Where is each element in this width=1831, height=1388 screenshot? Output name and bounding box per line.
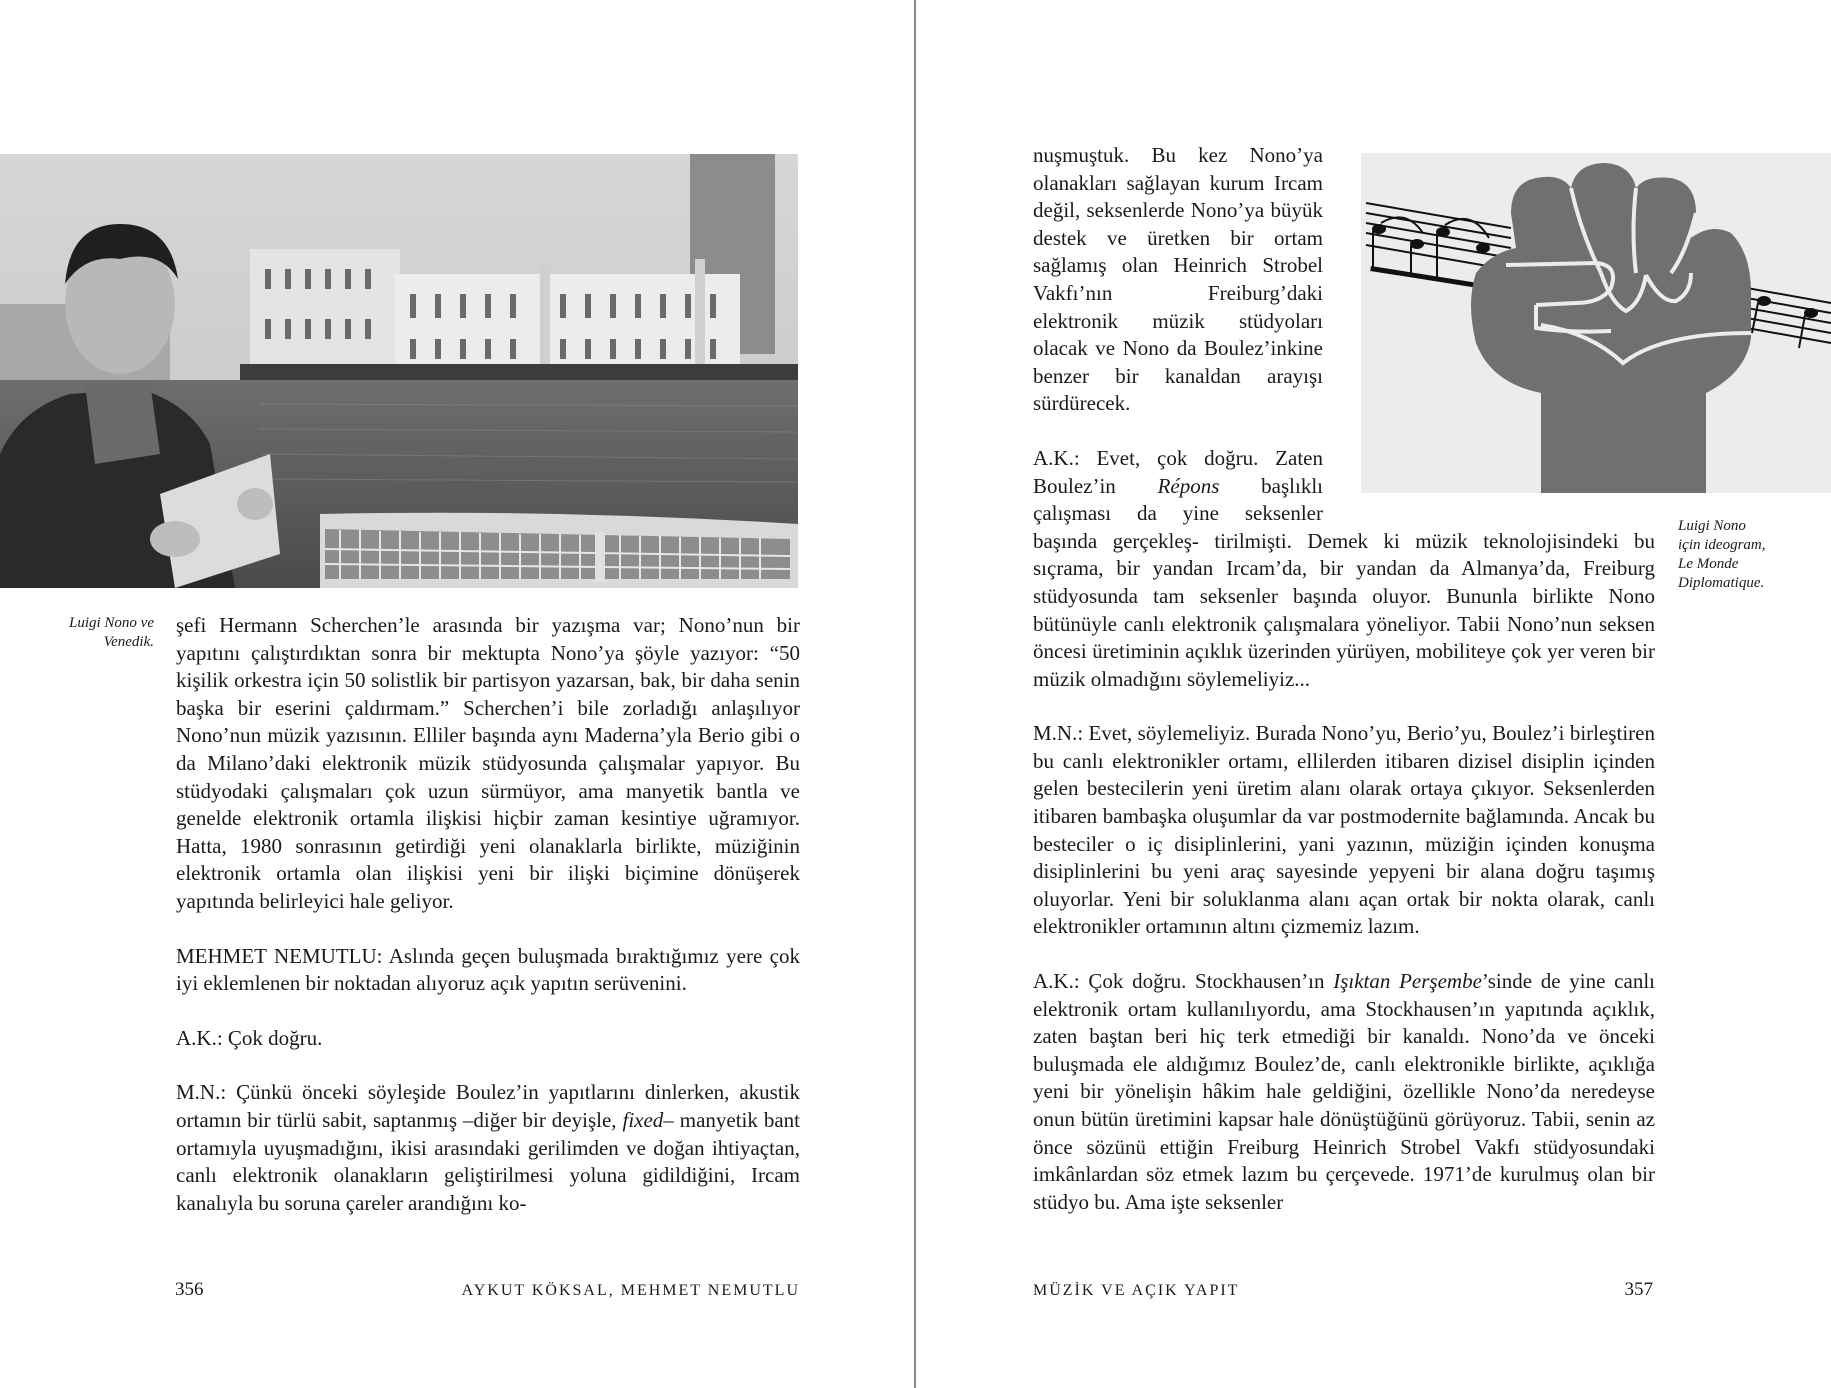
text-run: – manyetik bant ortamıyla uyuşmadığını, ikisi arasındaki gerilimden ve doğan ihtiyaçtan, canlı elektronik olanakların geliştirilmesi yoluna gidildiğini, Ircam kanalıyla bu soruna çareler arandığını ko- (176, 1107, 800, 1215)
right-page-body (1033, 142, 1655, 1216)
illustration-space-reserve (1337, 142, 1655, 502)
text-run: ’sinde de yine canlı elektronik ortam kullanılıyordu, ama Stockhausen’ın yapıtında açıklık, zaten baştan beri hiç terk etmediği bir kanaldı. Nono’da ve önceki buluşmada ele aldığımız Boulez’de, canlı elektronikle birlikte, açıklığa yeni bir yönelişin hâkim hale geldiğini, özellikle Nono’da neredeyse onun bütün üretimini kapsar hale dönüştüğünü görüyoruz. Tabii, senin az önce sözünü ettiğin Freiburg Heinrich Strobel Vakfı stüdyosundaki imkânlardan söz etmek lazım bu çerçevede. 1971’de kurulmuş olan bir stüdyo bu. Ama işte seksenler (1033, 969, 1655, 1214)
text-run-continued: tirilmişti. Demek ki müzik teknolojisindeki bu sıçrama, bir yandan Ircam’da, bir yandan da Almanya’da, Freiburg stüdyosunda tam seksenler başında oluyor. Bununla birlikte Nono bütünüyle canlı elektronik çalışmalara yöneliyor. Tabii Nono’nun seksen öncesi üretiminin açıklık üzerinden yürüyen, mobiliteye çok yer veren bir müzik olmadığını söylemeliyiz... (1033, 528, 1655, 691)
text-run: M.N.: Çünkü önceki söyleşide Boulez’in yapıtlarını dinlerken, akustik ortamın bir türlü sabit, saptanmış –diğer bir deyişle, (176, 1080, 800, 1132)
photo-caption-line: Venedik. (103, 634, 154, 650)
body-paragraph: şefi Hermann Scherchen’le arasında bir yazışma var; Nono’nun bir yapıtını çalıştırdıktan sonra bir mektupta Nono’ya şöyle yazıyor: “50 kişilik orkestra için 50 solistlik bir partisyon yazarsan, bak, bir daha senin başka bir eserini çaldırmam.” Scherchen’i bile zorladığı anlaşılıyor Nono’nun müzik yazısının. Elliler başında aynı Maderna’yla Berio gibi o da Milano’daki elektronik müzik stüdyosunda çalışmalar yapıyor. Bu stüdyodaki çalışmaları çok uzun sürmüyor, ama manyetik bantla ve genelde elektronik ortamla ilişkisi hiçbir zaman kesintiye uğramıyor. Hatta, 1980 sonrasının getirdiği yeni olanaklarla birlikte, müziğinin elektronik ortamla olan ilişkisi yeni bir ilişki biçimine dönüşerek yapıtında belirleyici hale geliyor. (176, 613, 800, 913)
photo-luigi-nono-venice (0, 154, 798, 588)
running-head-right: MÜZİK VE AÇIK YAPIT (1033, 1282, 1240, 1299)
caption-line: için ideogram, (1678, 537, 1766, 553)
body-paragraph (1033, 968, 1655, 1216)
photo-caption-left (30, 614, 154, 652)
page-gutter-divider (914, 0, 916, 1388)
text-run: başlıklı çalışması da yine seksenler başında gerçekleş- (1033, 473, 1323, 553)
body-paragraph: nuşmuştuk. Bu kez Nono’ya olanakları sağlayan kurum Ircam değil, seksenlerde Nono’ya büyük destek ve üretken bir ortam sağlamış olan Heinrich Strobel Vakfı’nın Freiburg’daki elektronik müzik stüdyoları olacak ve Nono da Boulez’inkine benzer bir kanaldan arayışı sürdürecek. (1033, 143, 1323, 416)
body-paragraph-continued (176, 1079, 800, 1217)
body-paragraph: A.K.: Çok doğru. (176, 1025, 323, 1050)
italic-term: fixed (622, 1107, 664, 1132)
page-number-left: 356 (175, 1279, 204, 1300)
illustration-caption-right (1678, 517, 1828, 593)
body-paragraph: M.N.: Evet, söylemeliyiz. Burada Nono’yu, Berio’yu, Boulez’i birleştiren bu canlı elektronikler ortamı, ellilerden itibaren dizisel disiplin içinden gelen bestecilerin yeni üretim alanı olarak ortaya çıkıyor. Seksenlerden itibaren bambaşka oluşumlar da var postmodernite bağlamında. Ancak bu besteciler o iç disiplinlerini, yani yazının, müziğin içinden konuşma disiplinlerini bu yeni araç sayesinde yepyeni bir alana doğru taşımış oluyorlar. Yeni bir soluklanma alanı açan ortak bir nokta olarak, canlı elektronikler ortamının altını çizmemiz lazım. (1033, 721, 1655, 939)
italic-title: Répons (1157, 473, 1220, 498)
left-page-body (176, 612, 800, 1217)
caption-line: Le Monde (1678, 556, 1739, 572)
text-run: A.K.: Çok doğru. Stockhausen’ın (1033, 969, 1334, 994)
running-head-left: AYKUT KÖKSAL, MEHMET NEMUTLU (461, 1282, 800, 1299)
italic-title: Işıktan Perşembe (1333, 969, 1482, 994)
caption-line: Diplomatique. (1678, 575, 1765, 591)
venice-photo-illustration (0, 154, 798, 588)
body-paragraph: MEHMET NEMUTLU: Aslında geçen buluşmada bıraktığımız yere çok iyi eklemlenen bir noktadan alıyoruz açık yapıtın serüvenini. (176, 943, 800, 996)
photo-caption-line: Luigi Nono ve (69, 615, 154, 631)
page-number-right: 357 (1624, 1279, 1653, 1300)
text-run: A.K.: Evet, çok doğru. Zaten Boulez’in (1033, 445, 1323, 498)
caption-line: Luigi Nono (1678, 518, 1746, 534)
